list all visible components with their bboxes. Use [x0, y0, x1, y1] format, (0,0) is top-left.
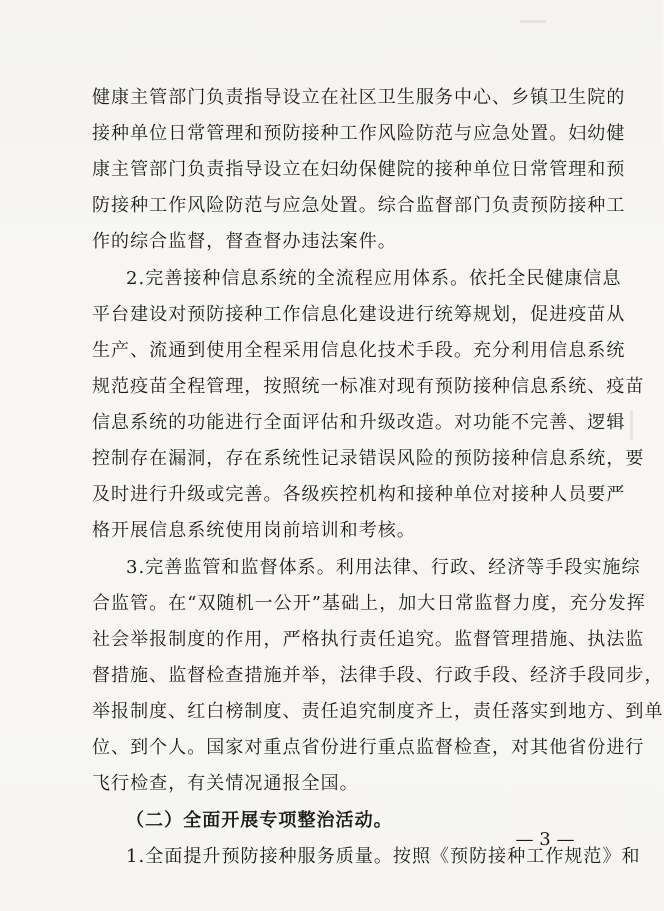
text-line: 飞行检查，有关情况通报全国。 — [92, 773, 359, 794]
text-line: 信息系统的功能进行全面评估和升级改造。对功能不完善、逻辑 — [92, 412, 626, 433]
text-line: 防接种工作风险防范与应急处置。综合监督部门负责预防接种工 — [92, 195, 626, 216]
paragraph-start: 1.全面提升预防接种服务质量。按照《预防接种工作规范》和 — [126, 846, 641, 867]
text-line: 作的综合监督，督查督办违法案件。 — [92, 231, 397, 252]
text-line: 举报制度、红白榜制度、责任追究制度齐上，责任落实到地方、到单 — [92, 701, 664, 722]
text-line: 接种单位日常管理和预防接种工作风险防范与应急处置。妇幼健 — [92, 123, 626, 144]
text-line: 位、到个人。国家对重点省份进行重点监督检查，对其他省份进行 — [92, 737, 645, 758]
section-heading: （二）全面开展专项整治活动。 — [126, 810, 393, 831]
text-line: 格开展信息系统使用岗前培训和考核。 — [92, 520, 416, 541]
text-line: 社会举报制度的作用，严格执行责任追究。监督管理措施、执法监 — [92, 629, 645, 650]
text-line: 规范疫苗全程管理，按照统一标准对现有预防接种信息系统、疫苗 — [92, 376, 645, 397]
page-number: — 3 — — [515, 829, 575, 850]
paragraph-start: 3.完善监管和监督体系。利用法律、行政、经济等手段实施综 — [126, 557, 641, 578]
text-line: 督措施、监督检查措施并举，法律手段、行政手段、经济手段同步， — [92, 665, 664, 686]
text-line: 控制存在漏洞，存在系统性记录错误风险的预防接种信息系统，要 — [92, 448, 645, 469]
scan-mark-top — [520, 20, 546, 23]
text-line: 生产、流通到使用全程采用信息化技术手段。充分利用信息系统 — [92, 340, 626, 361]
text-line: 合监管。在“双随机一公开”基础上，加大日常监督力度，充分发挥 — [92, 593, 646, 614]
paragraph-start: 2.完善接种信息系统的全流程应用体系。依托全民健康信息 — [126, 268, 622, 289]
scan-mark-mid — [630, 410, 633, 440]
text-line: 健康主管部门负责指导设立在社区卫生服务中心、乡镇卫生院的 — [92, 87, 626, 108]
text-line: 及时进行升级或完善。各级疾控机构和接种单位对接种人员要严 — [92, 484, 626, 505]
text-line: 康主管部门负责指导设立在妇幼保健院的接种单位日常管理和预 — [92, 159, 626, 180]
text-line: 平台建设对预防接种工作信息化建设进行统筹规划，促进疫苗从 — [92, 304, 626, 325]
